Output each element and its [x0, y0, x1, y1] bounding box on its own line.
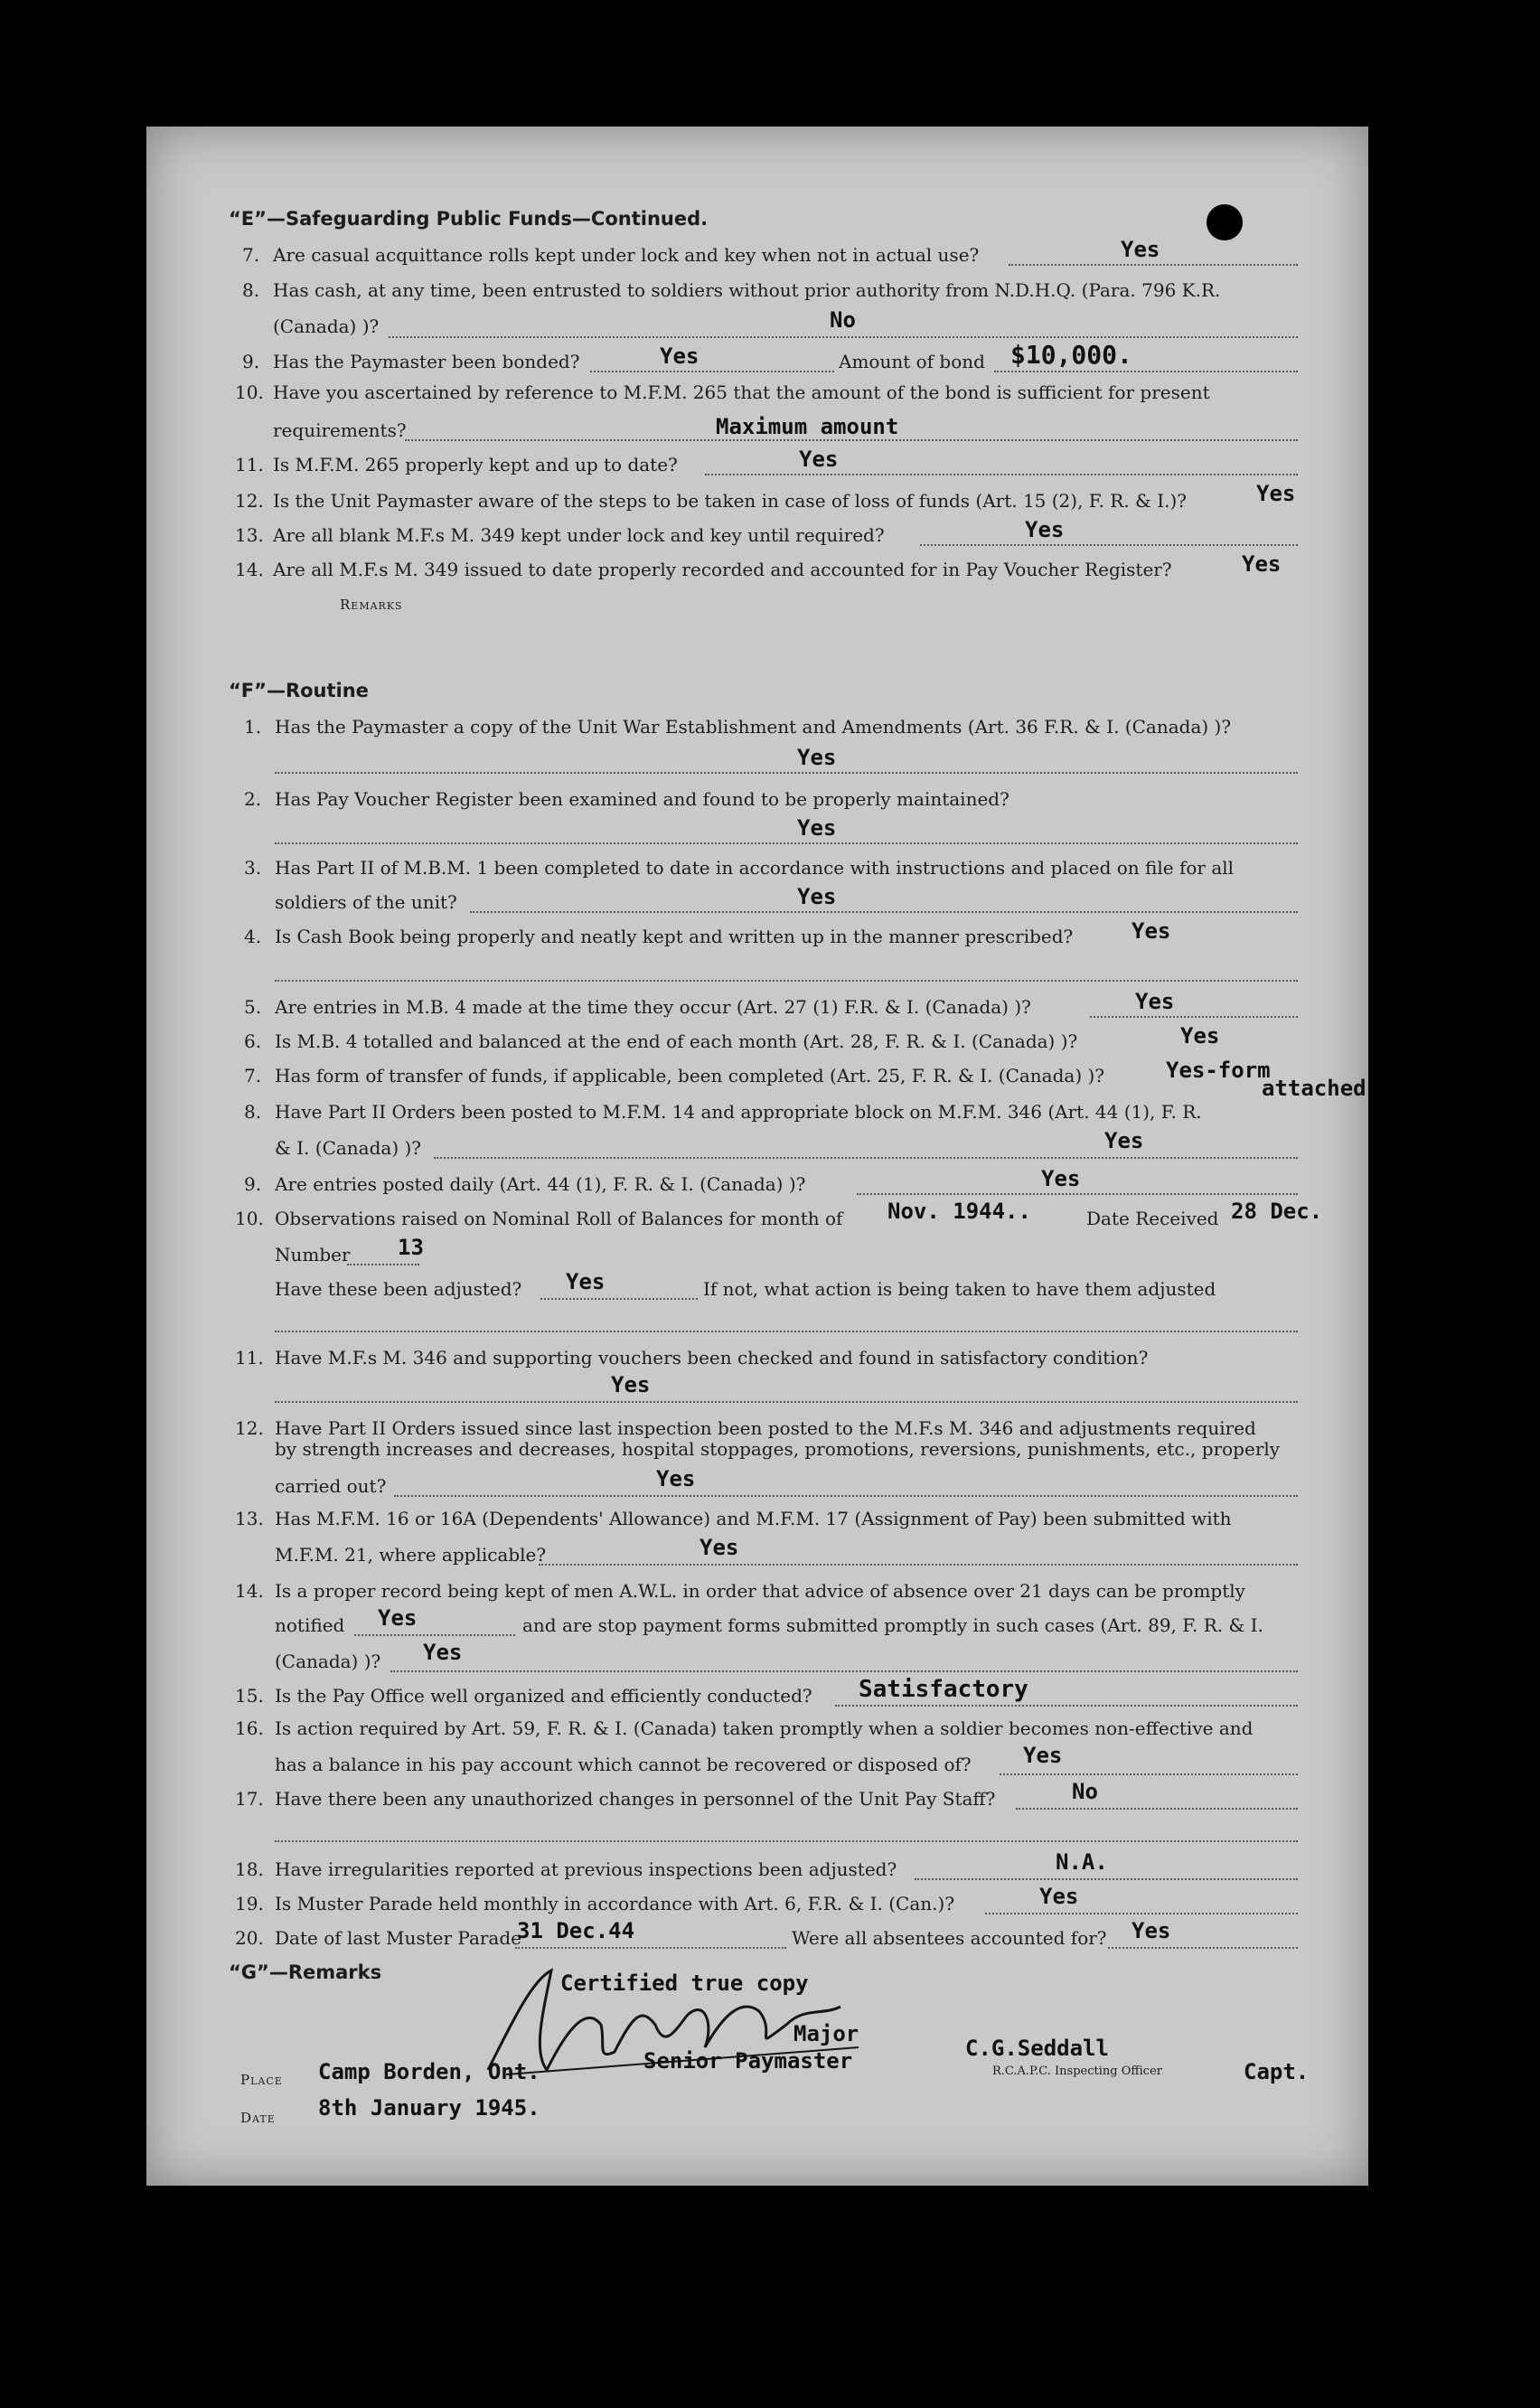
answer-line [1000, 1773, 1298, 1775]
certified-text: Certified true copy [560, 1971, 809, 1996]
answer-line [394, 1495, 1298, 1497]
answer: Yes [1132, 1918, 1171, 1943]
answer-line [1009, 264, 1298, 266]
question-number: 7. [242, 244, 260, 266]
answer-line [915, 1878, 1298, 1880]
answer: 13 [398, 1235, 424, 1260]
question-text: Have there been any unauthorized changes in personnel of the Unit Pay Staff? [275, 1788, 996, 1810]
question-number: 11. [235, 1347, 264, 1369]
question-number: 6. [244, 1030, 262, 1052]
answer: Nov. 1944.. [887, 1199, 1031, 1224]
answer-line [539, 1564, 1298, 1566]
answer: Yes [797, 745, 837, 770]
answer: Satisfactory [859, 1676, 1028, 1703]
answer: Maximum amount [716, 414, 899, 439]
question-text: Has the Paymaster a copy of the Unit War Establishment and Amendments (Art. 36 F.R. & I. (Canada) )? [275, 716, 1232, 738]
answer-line [540, 1298, 698, 1300]
answer: Yes [1023, 1743, 1063, 1768]
question-text: Are casual acquittance rolls kept under lock and key when not in actual use? [273, 244, 980, 266]
question-number: 19. [235, 1893, 264, 1914]
answer-line [985, 1913, 1298, 1914]
question-text: Are all blank M.F.s M. 349 kept under lock and key until required? [273, 524, 885, 546]
answer-line [857, 1193, 1298, 1195]
question-text: Are all M.F.s M. 349 issued to date properly recorded and accounted for in Pay Voucher Register? [273, 559, 1172, 580]
answer: Yes [1242, 551, 1282, 577]
answer-line [275, 980, 1298, 982]
question-text: M.F.M. 21, where applicable? [275, 1544, 547, 1566]
question-text: Is Cash Book being properly and neatly kept and written up in the manner prescribed? [275, 926, 1074, 947]
question-text: & I. (Canada) )? [275, 1137, 422, 1159]
inspecting-officer-name: C.G.Seddall [965, 2036, 1109, 2061]
answer: No [1072, 1779, 1098, 1804]
question-text: carried out? [275, 1475, 387, 1497]
question-text: Is a proper record being kept of men A.W.L. in order that advice of absence over 21 days can be promptly [275, 1580, 1245, 1602]
question-text: If not, what action is being taken to have them adjusted [703, 1278, 1216, 1300]
answer-line [347, 1264, 419, 1265]
answer: Yes [378, 1605, 418, 1631]
question-text: Is M.F.M. 265 properly kept and up to date? [273, 454, 678, 475]
answer: Yes [1135, 989, 1175, 1014]
answer-line [590, 371, 834, 372]
punch-hole [1207, 204, 1243, 240]
answer: Yes [1132, 918, 1171, 944]
answer-line [275, 1840, 1298, 1842]
place-label: Place [240, 2072, 283, 2088]
question-text: Have Part II Orders been posted to M.F.M. 14 and appropriate block on M.F.M. 346 (Art. 44 (1), F. R. [275, 1101, 1202, 1123]
answer: Yes [611, 1372, 651, 1397]
question-number: 5. [244, 996, 262, 1018]
answer-line [390, 1670, 1298, 1672]
question-number: 1. [244, 716, 262, 738]
question-number: 13. [235, 524, 264, 546]
answer-line [275, 1401, 1298, 1403]
question-text: Is the Unit Paymaster aware of the steps to be taken in case of loss of funds (Art. 15 (2), F. R. & I.)? [273, 490, 1187, 512]
answer: Yes [1180, 1023, 1220, 1049]
answer-line [275, 842, 1298, 844]
question-text: Has Pay Voucher Register been examined and found to be properly maintained? [275, 788, 1009, 810]
question-text: soldiers of the unit? [275, 891, 457, 913]
signer-rank: Major [793, 2021, 859, 2046]
question-number: 12. [235, 490, 264, 512]
place-value: Camp Borden, Ont. [318, 2059, 540, 2084]
question-number: 15. [235, 1685, 264, 1707]
answer-line [1090, 1016, 1298, 1018]
answer-line [515, 1947, 786, 1949]
date-value: 8th January 1945. [318, 2095, 540, 2121]
answer: 31 Dec.44 [517, 1918, 635, 1943]
answer: Yes [799, 447, 839, 472]
question-number: 9. [244, 1173, 262, 1195]
question-text: Has form of transfer of funds, if applicable, been completed (Art. 25, F. R. & I. (Canada) )? [275, 1065, 1105, 1086]
question-text: Have you ascertained by reference to M.F.M. 265 that the amount of the bond is sufficient for present [273, 381, 1210, 403]
question-text: (Canada) )? [273, 315, 380, 337]
answer-line [434, 1157, 1298, 1159]
question-text: Is Muster Parade held monthly in accordance with Art. 6, F.R. & I. (Can.)? [275, 1893, 955, 1914]
question-text: by strength increases and decreases, hospital stoppages, promotions, reversions, punishments, etc., properly [275, 1438, 1281, 1460]
question-text: Have irregularities reported at previous inspections been adjusted? [275, 1858, 897, 1880]
answer-line [835, 1705, 1298, 1707]
answer-line [354, 1634, 515, 1636]
answer: Yes [1121, 237, 1160, 262]
signer-role: Senior Paymaster [643, 2048, 853, 2074]
answer: No [830, 307, 856, 333]
question-number: 18. [235, 1858, 264, 1880]
question-text: Date Received [1086, 1208, 1219, 1229]
remarks-label: Remarks [340, 597, 403, 613]
question-number: 20. [235, 1927, 264, 1949]
section-e-header: “E”—Safeguarding Public Funds—Continued. [229, 208, 709, 230]
section-g-header: “G”—Remarks [229, 1961, 382, 1983]
question-text: Has the Paymaster been bonded? [273, 351, 580, 372]
question-number: 10. [235, 1208, 264, 1229]
question-text: Have these been adjusted? [275, 1278, 522, 1300]
question-number: 14. [235, 1580, 264, 1602]
question-text: Number [275, 1244, 351, 1265]
answer: Yes [797, 884, 837, 909]
answer-line [470, 911, 1298, 913]
question-number: 10. [235, 381, 264, 403]
answer: Yes-form [1166, 1058, 1271, 1083]
answer: Yes [656, 1466, 696, 1491]
answer: Yes [797, 815, 837, 841]
question-text: (Canada) )? [275, 1651, 381, 1672]
answer: Yes [1104, 1128, 1144, 1153]
answer: $10,000. [1010, 340, 1132, 370]
answer: Yes [566, 1269, 606, 1294]
question-text: Are entries posted daily (Art. 44 (1), F. R. & I. (Canada) )? [275, 1173, 806, 1195]
answer: N.A. [1056, 1849, 1108, 1875]
answer-line [1108, 1947, 1298, 1949]
answer: Yes [1041, 1166, 1081, 1191]
question-text: Date of last Muster Parade [275, 1927, 521, 1949]
question-number: 7. [244, 1065, 262, 1086]
question-number: 11. [235, 454, 264, 475]
answer-line [705, 474, 1298, 475]
date-label: Date [240, 2110, 276, 2126]
question-text: Are entries in M.B. 4 made at the time they occur (Art. 27 (1) F.R. & I. (Canada) )? [275, 996, 1031, 1018]
question-number: 9. [242, 351, 260, 372]
question-number: 14. [235, 559, 264, 580]
question-number: 17. [235, 1788, 264, 1810]
answer: Yes [423, 1640, 463, 1665]
question-text: Have Part II Orders issued since last inspection been posted to the M.F.s M. 346 and adjustments required [275, 1417, 1256, 1439]
question-text: and are stop payment forms submitted promptly in such cases (Art. 89, F. R. & I. [522, 1614, 1263, 1636]
question-number: 4. [244, 926, 262, 947]
answer: Yes [1025, 517, 1065, 542]
question-number: 2. [244, 788, 262, 810]
question-text: Has Part II of M.B.M. 1 been completed to date in accordance with instructions and placed on file for all [275, 857, 1235, 879]
question-number: 3. [244, 857, 262, 879]
question-text: Were all absentees accounted for? [792, 1927, 1107, 1949]
inspecting-officer-rank: Capt. [1244, 2059, 1310, 2084]
answer-line [275, 772, 1298, 774]
question-text: Observations raised on Nominal Roll of Balances for month of [275, 1208, 843, 1229]
answer: attached [1262, 1076, 1366, 1101]
question-text: Has cash, at any time, been entrusted to soldiers without prior authority from N.D.H.Q. (Para. 796 K.R. [273, 279, 1221, 301]
answer: Yes [1039, 1884, 1079, 1909]
question-number: 8. [244, 1101, 262, 1123]
answer: Yes [660, 343, 700, 369]
answer-line [275, 1331, 1298, 1332]
question-text: Is the Pay Office well organized and efficiently conducted? [275, 1685, 812, 1707]
section-f-header: “F”—Routine [229, 680, 369, 701]
question-number: 12. [235, 1417, 264, 1439]
answer-line [994, 371, 1298, 372]
question-number: 16. [235, 1717, 264, 1739]
question-text: Is M.B. 4 totalled and balanced at the end of each month (Art. 28, F. R. & I. (Canada) )? [275, 1030, 1078, 1052]
question-text: Have M.F.s M. 346 and supporting vouchers been checked and found in satisfactory condition? [275, 1347, 1149, 1369]
answer: Yes [1256, 481, 1296, 506]
question-text: Is action required by Art. 59, F. R. & I. (Canada) taken promptly when a soldier becomes non-effective and [275, 1717, 1254, 1739]
question-text: requirements? [273, 419, 407, 441]
answer: Yes [700, 1535, 739, 1560]
answer: 28 Dec. [1231, 1199, 1323, 1224]
question-text: notified [275, 1614, 345, 1636]
question-text: Has M.F.M. 16 or 16A (Dependents' Allowance) and M.F.M. 17 (Assignment of Pay) been submitted with [275, 1508, 1232, 1529]
answer-line [389, 336, 1298, 338]
answer-line [1016, 1808, 1298, 1810]
question-text: Amount of bond [839, 351, 985, 372]
question-text: has a balance in his pay account which cannot be recovered or disposed of? [275, 1754, 972, 1775]
question-number: 8. [242, 279, 260, 301]
answer-line [920, 544, 1298, 546]
answer-line [405, 439, 1298, 441]
inspecting-officer-label: R.C.A.P.C. Inspecting Officer [992, 2065, 1162, 2078]
question-number: 13. [235, 1508, 264, 1529]
